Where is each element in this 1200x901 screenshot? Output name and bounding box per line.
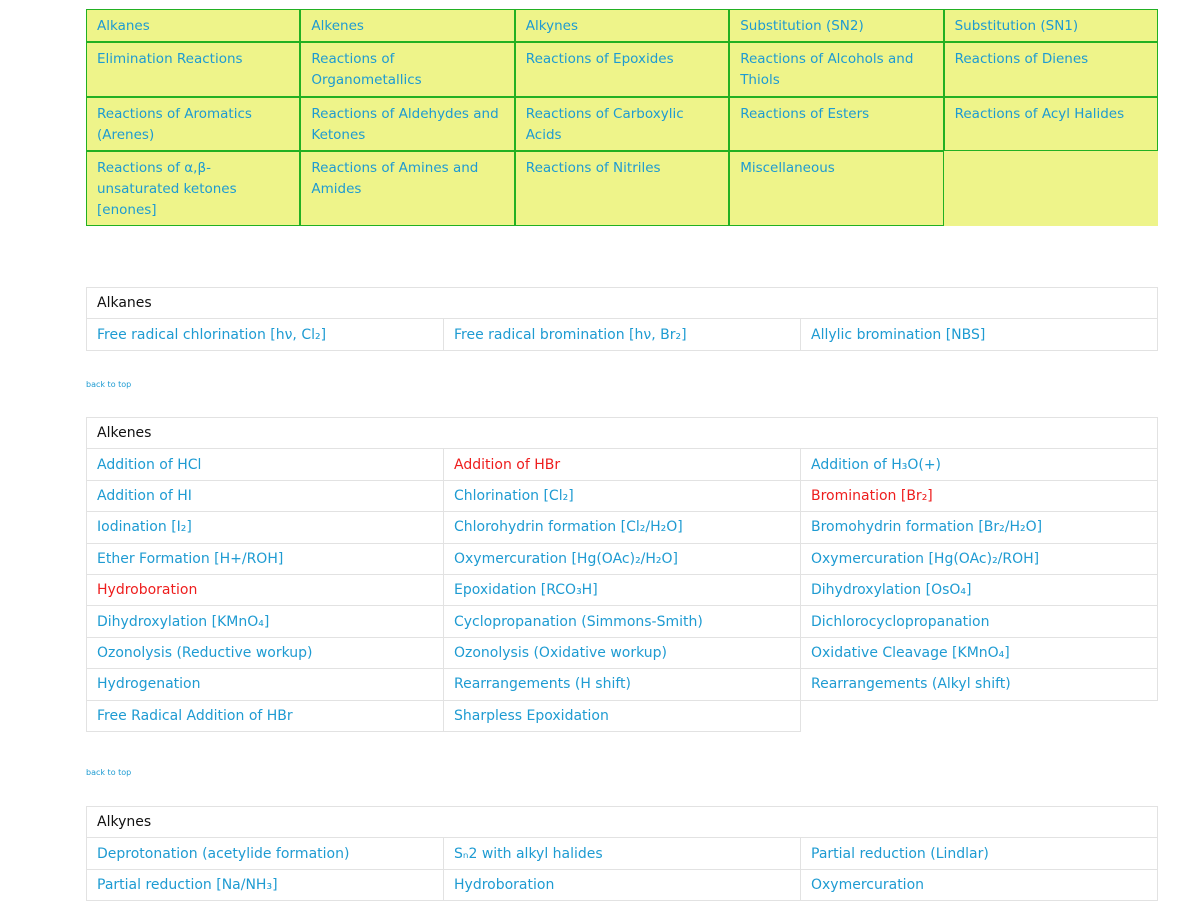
table-row [87, 700, 1158, 731]
reaction-link[interactable]: Addition of HI [87, 480, 444, 511]
reaction-link[interactable]: Hydroboration [444, 869, 801, 900]
index-link-aromatics[interactable]: Reactions of Aromatics (Arenes) [86, 97, 300, 151]
index-link-epoxides[interactable]: Reactions of Epoxides [515, 42, 729, 97]
index-link-aldehydes-ketones[interactable]: Reactions of Aldehydes and Ketones [300, 97, 514, 151]
reaction-link[interactable]: Iodination [I₂] [87, 512, 444, 543]
index-link-acyl-halides[interactable]: Reactions of Acyl Halides [944, 97, 1158, 151]
table-row [87, 606, 1158, 637]
reaction-link[interactable]: Ether Formation [H+/ROH] [87, 543, 444, 574]
reaction-link[interactable]: Partial reduction (Lindlar) [801, 838, 1158, 869]
section-title: Alkynes [87, 807, 1158, 838]
index-link-alkenes[interactable]: Alkenes [300, 9, 514, 42]
table-row [87, 669, 1158, 700]
index-link-organometallics[interactable]: Reactions of Organometallics [300, 42, 514, 97]
index-link-nitriles[interactable]: Reactions of Nitriles [515, 151, 729, 226]
reaction-link[interactable]: Cyclopropanation (Simmons-Smith) [444, 606, 801, 637]
index-link-amines-amides[interactable]: Reactions of Amines and Amides [300, 151, 514, 226]
empty-cell [801, 700, 1158, 731]
section-title: Alkanes [87, 288, 1158, 319]
reaction-link[interactable]: Dichlorocyclopropanation [801, 606, 1158, 637]
index-link-alkanes[interactable]: Alkanes [86, 9, 300, 42]
table-row [87, 319, 1158, 350]
section-alkenes [86, 417, 1158, 732]
index-link-substitution-sn2[interactable]: Substitution (SN2) [729, 9, 943, 42]
index-link-miscellaneous[interactable]: Miscellaneous [729, 151, 943, 226]
reaction-link[interactable]: Epoxidation [RCO₃H] [444, 574, 801, 605]
reaction-link[interactable]: Sₙ2 with alkyl halides [444, 838, 801, 869]
alkynes-table [86, 806, 1158, 901]
reaction-link[interactable]: Chlorohydrin formation [Cl₂/H₂O] [444, 512, 801, 543]
reaction-link[interactable]: Free Radical Addition of HBr [87, 700, 444, 731]
index-link-enones[interactable]: Reactions of α,β-unsaturated ketones [enones] [86, 151, 300, 226]
index-link-esters[interactable]: Reactions of Esters [729, 97, 943, 151]
reaction-link[interactable]: Free radical chlorination [hν, Cl₂] [87, 319, 444, 350]
table-row [87, 574, 1158, 605]
reaction-link[interactable]: Addition of H₃O(+) [801, 449, 1158, 480]
reaction-category-index [86, 9, 1158, 226]
reaction-link[interactable]: Partial reduction [Na/NH₃] [87, 869, 444, 900]
reaction-link[interactable]: Dihydroxylation [OsO₄] [801, 574, 1158, 605]
table-row [87, 637, 1158, 668]
reaction-link[interactable]: Deprotonation (acetylide formation) [87, 838, 444, 869]
section-alkynes [86, 806, 1158, 901]
index-link-elimination[interactable]: Elimination Reactions [86, 42, 300, 97]
reaction-link[interactable]: Oxidative Cleavage [KMnO₄] [801, 637, 1158, 668]
reaction-link[interactable]: Free radical bromination [hν, Br₂] [444, 319, 801, 350]
reaction-link[interactable]: Oxymercuration [Hg(OAc)₂/H₂O] [444, 543, 801, 574]
reaction-link[interactable]: Rearrangements (Alkyl shift) [801, 669, 1158, 700]
table-row [87, 869, 1158, 900]
index-link-alkynes[interactable]: Alkynes [515, 9, 729, 42]
reaction-link-highlighted[interactable]: Hydroboration [87, 574, 444, 605]
section-alkanes [86, 287, 1158, 351]
index-link-carboxylic-acids[interactable]: Reactions of Carboxylic Acids [515, 97, 729, 151]
back-to-top-link[interactable]: back to top [86, 768, 132, 777]
table-row [87, 838, 1158, 869]
alkenes-table [86, 417, 1158, 732]
reaction-link[interactable]: Oxymercuration [Hg(OAc)₂/ROH] [801, 543, 1158, 574]
reaction-link[interactable]: Dihydroxylation [KMnO₄] [87, 606, 444, 637]
index-link-alcohols-thiols[interactable]: Reactions of Alcohols and Thiols [729, 42, 943, 97]
index-empty-cell [944, 151, 1158, 226]
reaction-link[interactable]: Oxymercuration [801, 869, 1158, 900]
reaction-link[interactable]: Bromohydrin formation [Br₂/H₂O] [801, 512, 1158, 543]
reaction-link[interactable]: Addition of HCl [87, 449, 444, 480]
section-title: Alkenes [87, 418, 1158, 449]
table-row [87, 449, 1158, 480]
table-row [87, 543, 1158, 574]
reaction-link[interactable]: Allylic bromination [NBS] [801, 319, 1158, 350]
reaction-link[interactable]: Sharpless Epoxidation [444, 700, 801, 731]
alkanes-table [86, 287, 1158, 351]
index-link-substitution-sn1[interactable]: Substitution (SN1) [944, 9, 1158, 42]
table-row [87, 512, 1158, 543]
back-to-top-link[interactable]: back to top [86, 380, 132, 389]
index-link-dienes[interactable]: Reactions of Dienes [944, 42, 1158, 97]
reaction-link[interactable]: Rearrangements (H shift) [444, 669, 801, 700]
table-row [87, 480, 1158, 511]
reaction-link[interactable]: Chlorination [Cl₂] [444, 480, 801, 511]
reaction-link-highlighted[interactable]: Addition of HBr [444, 449, 801, 480]
reaction-link[interactable]: Ozonolysis (Oxidative workup) [444, 637, 801, 668]
reaction-link[interactable]: Hydrogenation [87, 669, 444, 700]
reaction-link-highlighted[interactable]: Bromination [Br₂] [801, 480, 1158, 511]
reaction-link[interactable]: Ozonolysis (Reductive workup) [87, 637, 444, 668]
